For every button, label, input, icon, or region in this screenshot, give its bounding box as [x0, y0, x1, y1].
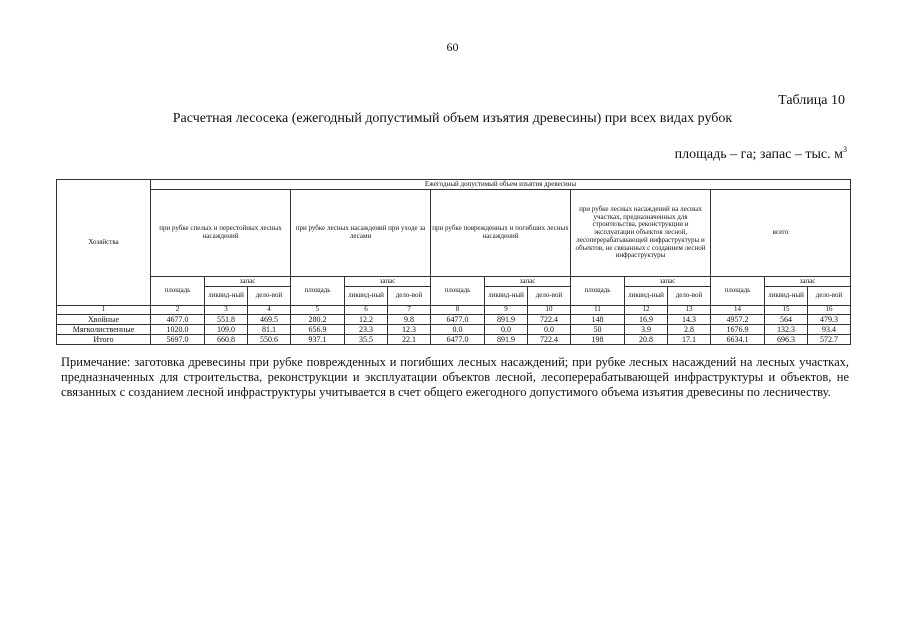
table-cell: 16.9	[625, 315, 668, 325]
units-superscript: 3	[843, 145, 847, 154]
table-cell: 1020.0	[151, 325, 205, 335]
table-cell: 660.8	[205, 335, 248, 345]
table-cell: 6477.0	[431, 335, 485, 345]
column-number: 11	[571, 306, 625, 315]
column-number: 5	[291, 306, 345, 315]
column-number: 13	[668, 306, 711, 315]
table-cell: 696.3	[765, 335, 808, 345]
header-business: дело-вой	[808, 287, 851, 306]
header-group-construction: при рубке лесных насаждений на лесных участках, предназначенных для строительства, реконструкции и эксплуатации объектов лесной, лесоперерабатывающей инфраструктуры и объектов, не связанных с созданием лесной инфраструктуры	[571, 190, 711, 277]
column-number: 16	[808, 306, 851, 315]
table-cell: 0.0	[528, 325, 571, 335]
column-number: 12	[625, 306, 668, 315]
column-number: 15	[765, 306, 808, 315]
table-body	[57, 315, 851, 345]
header-group-total: всего	[711, 190, 851, 277]
column-number: 1	[57, 306, 151, 315]
column-number: 6	[345, 306, 388, 315]
table-cell: 937.1	[291, 335, 345, 345]
header-stock: запас	[205, 277, 291, 287]
table-note: Примечание: заготовка древесины при рубке поврежденных и погибших лесных насаждений; при рубке лесных насаждений на лесных участках, предназначенных для строительства, реконструкции и эксплуатации объектов лесной, лесоперерабатывающей инфраструктуры и объектов, не связанных с созданием лесной инфраструктуры учитывается в счет общего ежегодного допустимого объема изъятия древесины по лесничеству.	[61, 355, 849, 399]
header-stock: запас	[345, 277, 431, 287]
table-cell: 572.7	[808, 335, 851, 345]
table-cell: 23.3	[345, 325, 388, 335]
table-title: Расчетная лесосека (ежегодный допустимый объем изъятия древесины) при всех видах рубок	[172, 111, 733, 126]
table-cell: 0.0	[485, 325, 528, 335]
table-cell: 722.4	[528, 335, 571, 345]
table-cell: 551.8	[205, 315, 248, 325]
table-cell: 12.3	[388, 325, 431, 335]
table-cell: 35.5	[345, 335, 388, 345]
table-cell: 469.5	[248, 315, 291, 325]
column-number: 14	[711, 306, 765, 315]
table-cell: 722.4	[528, 315, 571, 325]
table-cell: 14.3	[668, 315, 711, 325]
row-farm-name: Итого	[57, 335, 151, 345]
column-number: 9	[485, 306, 528, 315]
row-farm-name: Мягколиственные	[57, 325, 151, 335]
header-liquid: ликвид-ный	[345, 287, 388, 306]
table-label: Таблица 10	[778, 93, 845, 108]
header-group-damaged: при рубке поврежденных и погибших лесных насаждений	[431, 190, 571, 277]
column-number: 7	[388, 306, 431, 315]
header-business: дело-вой	[528, 287, 571, 306]
header-farm: Хозяйства	[57, 180, 151, 306]
table-cell: 17.1	[668, 335, 711, 345]
table-cell: 891.9	[485, 335, 528, 345]
header-liquid: ликвид-ный	[625, 287, 668, 306]
row-farm-name: Хвойные	[57, 315, 151, 325]
table-cell: 198	[571, 335, 625, 345]
table-cell: 4957.2	[711, 315, 765, 325]
table-cell: 6634.1	[711, 335, 765, 345]
header-business: дело-вой	[388, 287, 431, 306]
header-area: площадь	[431, 277, 485, 306]
table-cell: 1676.9	[711, 325, 765, 335]
table-cell: 550.6	[248, 335, 291, 345]
table-cell: 564	[765, 315, 808, 325]
header-liquid: ликвид-ный	[485, 287, 528, 306]
table-cell: 280.2	[291, 315, 345, 325]
header-business: дело-вой	[248, 287, 291, 306]
table-row	[57, 325, 851, 335]
table-cell: 93.4	[808, 325, 851, 335]
table-cell: 9.8	[388, 315, 431, 325]
table-cell: 4677.0	[151, 315, 205, 325]
header-liquid: ликвид-ный	[765, 287, 808, 306]
header-business: дело-вой	[668, 287, 711, 306]
header-stock: запас	[485, 277, 571, 287]
allowable-cut-table	[56, 179, 851, 345]
units-caption	[675, 145, 847, 163]
table-cell: 891.9	[485, 315, 528, 325]
table-cell: 81.1	[248, 325, 291, 335]
page-number: 60	[446, 40, 459, 54]
header-annual-volume: Ежегодный допустимый объем изъятия древесины	[151, 180, 851, 190]
header-stock: запас	[765, 277, 851, 287]
table-cell: 148	[571, 315, 625, 325]
table-cell: 22.1	[388, 335, 431, 345]
table-cell: 479.3	[808, 315, 851, 325]
header-area: площадь	[711, 277, 765, 306]
table-cell: 50	[571, 325, 625, 335]
header-group-mature: при рубке спелых и перестойных лесных насаждений	[151, 190, 291, 277]
header-stock: запас	[625, 277, 711, 287]
table-cell: 2.8	[668, 325, 711, 335]
units-text: площадь – га; запас – тыс. м	[674, 147, 843, 162]
table-cell: 12.2	[345, 315, 388, 325]
column-number: 3	[205, 306, 248, 315]
column-number: 10	[528, 306, 571, 315]
header-liquid: ликвид-ный	[205, 287, 248, 306]
table-cell: 0.0	[431, 325, 485, 335]
table-row	[57, 335, 851, 345]
header-group-thinning: при рубке лесных насаждений при уходе за лесами	[291, 190, 431, 277]
table-cell: 20.8	[625, 335, 668, 345]
header-area: площадь	[151, 277, 205, 306]
column-number: 4	[248, 306, 291, 315]
column-number: 2	[151, 306, 205, 315]
column-number: 8	[431, 306, 485, 315]
table-cell: 656.9	[291, 325, 345, 335]
header-area: площадь	[291, 277, 345, 306]
table-row	[57, 315, 851, 325]
table-cell: 3.9	[625, 325, 668, 335]
table-cell: 6477.0	[431, 315, 485, 325]
table-cell: 109.0	[205, 325, 248, 335]
table-cell: 5697.0	[151, 335, 205, 345]
table-cell: 132.3	[765, 325, 808, 335]
header-area: площадь	[571, 277, 625, 306]
